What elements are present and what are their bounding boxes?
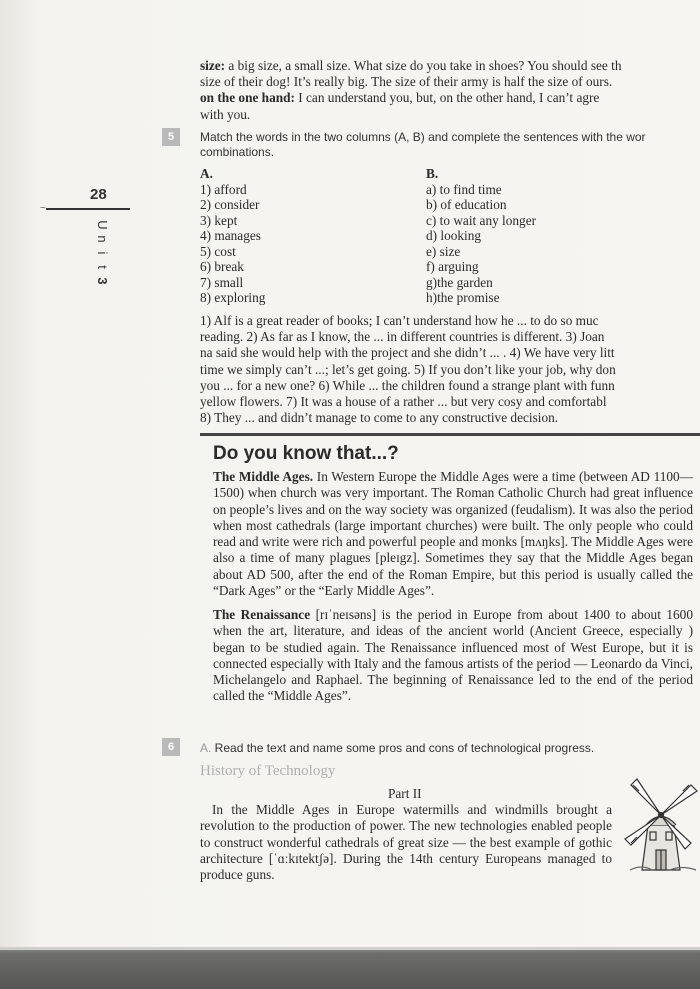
middle-ages-paragraph: The Middle Ages. In Western Europe the Middle Ages were a time (between AD 1100—1500) when church was very important. The Roman Catholic Church had great influence on people’s lives and on the way society was organized (feudalism). It was also the period when most cathedrals (large important churches) were built. The only people who could read and write were rich and powerful people and monks [mʌŋks]. The Middle Ages were also a time of many plagues [pleɪgz]. Sometimes they say that the Middle Ages began about AD 500, after the end of the Roman Empire, but this period is usually called the “Dark Ages” or the “Early Middle Ages”.	[213, 469, 693, 599]
sentence-line: yellow flowers. 7) It was a house of a rather ... but very cosy and comfortabl	[200, 394, 607, 410]
vocab-line: with you.	[200, 106, 251, 122]
vocab-notes	[200, 58, 621, 123]
page-number-rule	[46, 208, 130, 210]
exercise-instruction: A. Read the text and name some pros and cons of technological progress.	[200, 741, 595, 755]
unit-label-char: 3	[95, 277, 110, 285]
list-item: 2) consider	[200, 197, 260, 212]
list-item: a) to find time	[426, 181, 502, 197]
list-item: f) arguing	[426, 259, 479, 274]
section-divider	[200, 433, 700, 436]
list-item: b) of education	[426, 197, 507, 212]
sentence-line: na said she would help with the project and she didn’t ... . 4) We have very litt	[200, 345, 615, 361]
list-item: 5) cost	[200, 243, 236, 259]
list-item: e) size	[426, 243, 461, 259]
section-title: Do you know that...?	[213, 443, 399, 464]
column-a-header: A.	[200, 166, 213, 181]
vocab-line: size: a big size, a small size. What size do you take in shoes? You should see th	[200, 58, 622, 73]
exercise-instruction: Match the words in the two columns (A, B) and complete the sentences with the wor combinations.	[200, 130, 646, 159]
unit-label	[92, 218, 112, 288]
unit-label-char: n	[95, 235, 110, 243]
unit-label-char: U	[95, 220, 110, 230]
part-label: Part II	[388, 786, 422, 801]
list-item: 3) kept	[200, 212, 238, 228]
windmill-illustration	[622, 770, 700, 880]
vocab-line: on the one hand: I can understand you, but, on the other hand, I can’t agre	[200, 90, 600, 106]
sentence-line: time we simply can’t ...; let’s get going. 5) If you don’t like your job, why don	[200, 361, 616, 377]
exercise-sentences	[200, 313, 616, 426]
list-item: 4) manages	[200, 228, 261, 243]
column-a	[200, 166, 265, 306]
sentence-line: 8) They ... and didn’t manage to come to any constructive decision.	[200, 410, 559, 426]
list-item: 8) exploring	[200, 290, 266, 305]
exercise-number-badge: 5	[162, 128, 180, 146]
list-item: c) to wait any longer	[426, 212, 537, 228]
sentence-line: you ... for a new one? 6) While ... the children found a strange plant with funn	[200, 377, 615, 393]
list-item: d) looking	[426, 228, 482, 243]
list-item: g)the garden	[426, 274, 493, 290]
text-heading: History of Technology	[200, 763, 336, 779]
history-paragraph: In the Middle Ages in Europe watermills and windmills brought a revolution to the production of power. The new technologies enabled people to construct wonderful cathedrals of great size — the best example of gothic architecture [ˈɑːkɪtektʃə]. During the 14th century Europeans managed to produce guns.	[200, 802, 612, 883]
list-item: 1) afford	[200, 181, 247, 197]
renaissance-paragraph: The Renaissance [rɪˈneɪsəns] is the period in Europe from about 1400 to about 1600 when the art, literature, and ideas of the ancient world (Ancient Greece, especially ) began to be studied again. The Renaissance influenced most of West Europe, but it is connected especially with Italy and the famous artists of the period — Leonardo da Vinci, Michelangelo and Raphael. The beginning of Renaissance led to the end of the period called the “Middle Ages”.	[213, 607, 693, 704]
sentence-line: reading. 2) As far as I know, the ... in different countries is different. 3) Joan	[200, 329, 605, 345]
page-number: 28	[90, 186, 107, 203]
list-item: h)the promise	[426, 290, 500, 305]
scan-bottom-edge	[0, 947, 700, 989]
vocab-line: size of their dog! It’s really big. The size of their army is half the size of ours.	[200, 74, 613, 90]
column-b	[426, 166, 536, 306]
unit-label-char: i	[95, 251, 110, 255]
exercise-number-badge: 6	[162, 738, 180, 756]
column-b-header: B.	[426, 166, 439, 181]
margin-mark: ~	[40, 203, 46, 214]
unit-label-char: t	[95, 265, 110, 269]
list-item: 7) small	[200, 274, 244, 290]
list-item: 6) break	[200, 259, 244, 274]
sentence-line: 1) Alf is a great reader of books; I can’t understand how he ... to do so muc	[200, 313, 599, 328]
